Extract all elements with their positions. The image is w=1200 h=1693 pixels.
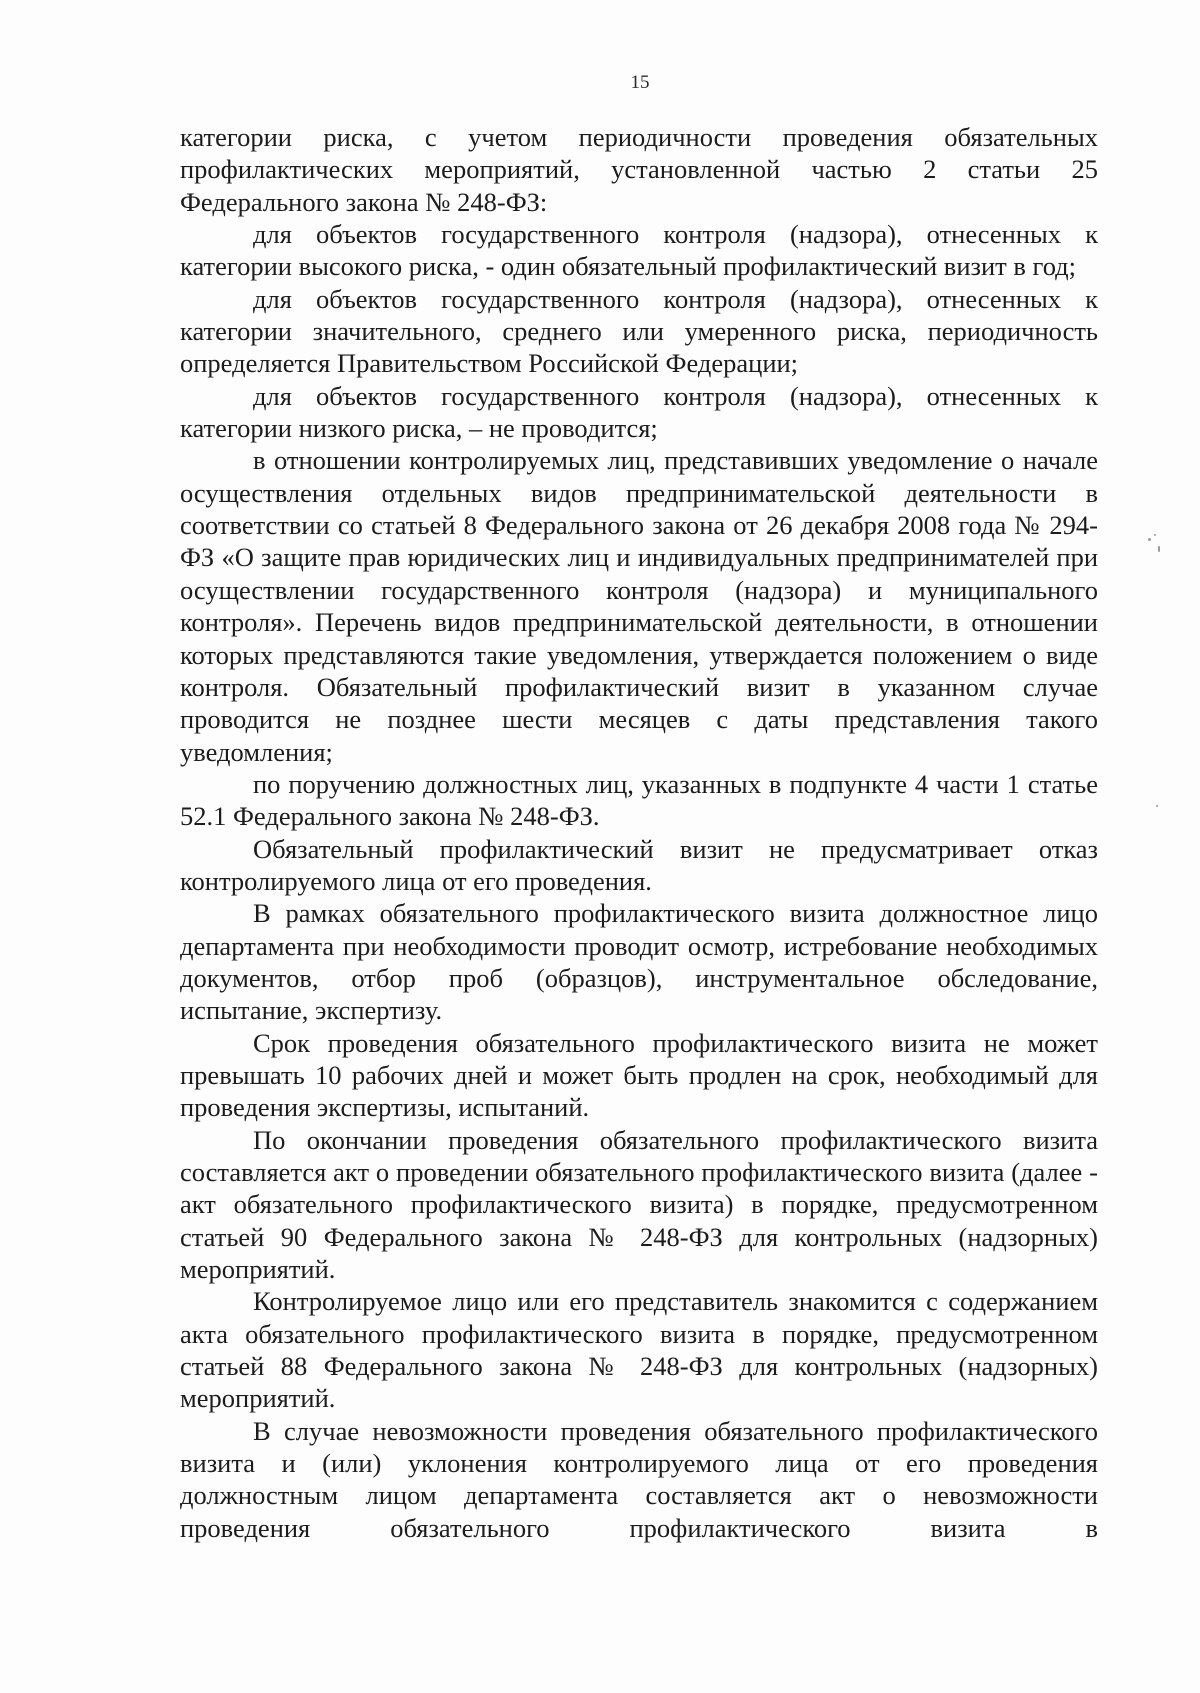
paragraph-familiarization: Контролируемое лицо или его представитель знакомится с содержанием акта обязательного профилактического визита в порядке, предусмотренном статьей 88 Федерального закона № 248-ФЗ для контрольных (надзорных) мероприятий. — [180, 1286, 1098, 1414]
document-body — [180, 121, 1098, 1544]
paragraph-impossibility: В случае невозможности проведения обязательного профилактического визита и (или) уклонения контролируемого лица от его проведения должностным лицом департамента составляется акт о невозможности проведения обязательного профилактического визита в — [180, 1415, 1098, 1543]
page-number: 15 — [630, 72, 650, 93]
scan-artifact — [1154, 534, 1156, 536]
scan-artifact — [1148, 538, 1151, 541]
paragraph-continuation: категории риска, с учетом периодичности проведения обязательных профилактических мероприятий, установленной частью 2 статьи 25 Федерального закона № 248-ФЗ: — [180, 122, 1098, 217]
scan-artifact — [1158, 546, 1160, 552]
paragraph-visit-act: По окончании проведения обязательного профилактического визита составляется акт о проведении обязательного профилактического визита (далее - акт обязательного профилактического визита) в порядке, предусмотренном статьей 90 Федерального закона № 248-ФЗ для контрольных (надзорных) мероприятий. — [180, 1124, 1098, 1285]
paragraph-inspection-scope: В рамках обязательного профилактического визита должностное лицо департамента при необходимости проводит осмотр, истребование необходимых документов, отбор проб (образцов), инструментальное обследование, испытание, экспертизу. — [180, 898, 1098, 1026]
scan-artifact — [1156, 805, 1158, 807]
paragraph-low-risk: для объектов государственного контроля (надзора), отнесенных к категории низкого риска, – не проводится; — [180, 380, 1098, 444]
paragraph-duration: Срок проведения обязательного профилактического визита не может превышать 10 рабочих дней и может быть продлен на срок, необходимый для проведения экспертизы, испытаний. — [180, 1027, 1098, 1123]
paragraph-instruction: по поручению должностных лиц, указанных в подпункте 4 части 1 статье 52.1 Федерального закона № 248-ФЗ. — [180, 768, 1098, 832]
paragraph-medium-risk: для объектов государственного контроля (надзора), отнесенных к категории значительного, среднего или умеренного риска, периодичность определяется Правительством Российской Федерации; — [180, 283, 1098, 379]
paragraph-notification: в отношении контролируемых лиц, представивших уведомление о начале осуществления отдельных видов предпринимательской деятельности в соответствии со статьей 8 Федерального закона от 26 декабря 2008 года № 294-ФЗ «О защите прав юридических лиц и индивидуальных предпринимателей при осуществлении государственного контроля (надзора) и муниципального контроля». Перечень видов предпринимательской деятельности, в отношении которых представляются такие уведомления, утверждается положением о виде контроля. Обязательный профилактический визит в указанном случае проводится не позднее шести месяцев с даты представления такого уведомления; — [180, 445, 1098, 767]
paragraph-no-refusal: Обязательный профилактический визит не предусматривает отказ контролируемого лица от его проведения. — [180, 833, 1098, 896]
paragraph-high-risk: для объектов государственного контроля (надзора), отнесенных к категории высокого риска, - один обязательный профилактический визит в год; — [180, 219, 1098, 282]
